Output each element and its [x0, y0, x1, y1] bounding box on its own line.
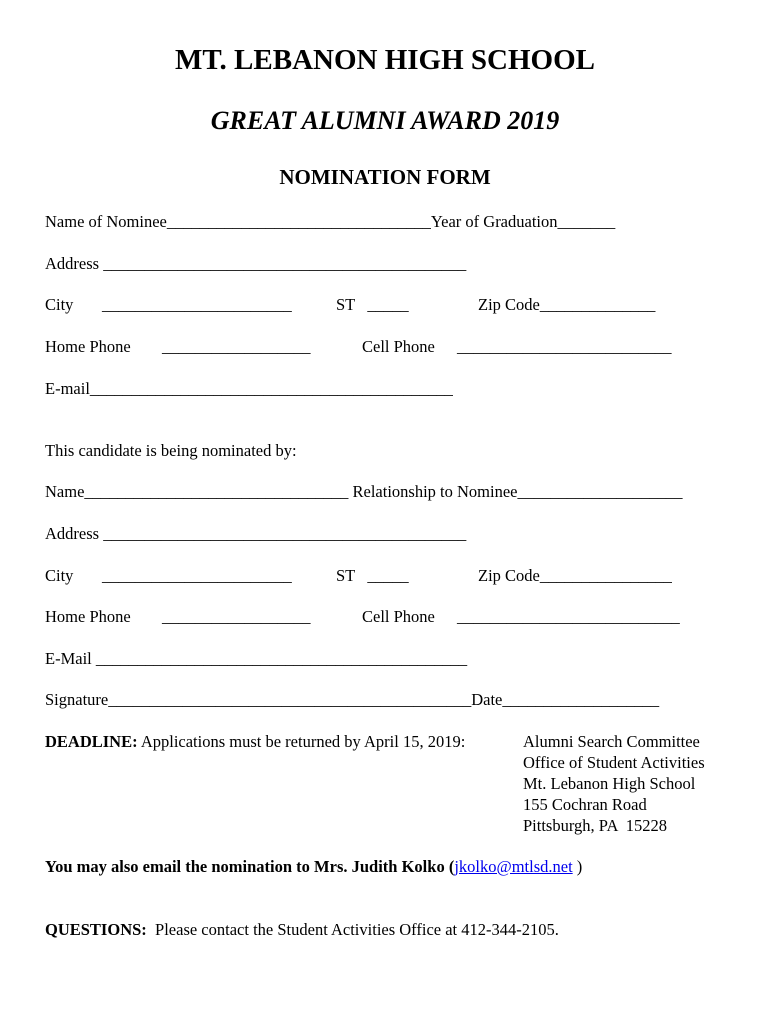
email-note-close: )	[572, 857, 583, 876]
nominee-city-label: City	[45, 295, 74, 314]
email-link[interactable]: jkolko@mtlsd.net	[454, 857, 573, 876]
email-note-text: You may also email the nomination to Mrs. Judith Kolko (	[45, 857, 455, 876]
nominee-cell-phone-label: Cell Phone	[362, 337, 435, 356]
mailing-address-line-2: Office of Student Activities	[523, 753, 705, 772]
signature-date-field[interactable]: Signature____________________________________________Date___________________	[45, 690, 660, 709]
email-note	[45, 859, 582, 876]
nominator-intro: This candidate is being nominated by:	[45, 441, 297, 460]
nominee-email-field[interactable]: E-mail____________________________________________	[45, 379, 453, 398]
mailing-address-line-4: 155 Cochran Road	[523, 795, 647, 814]
nominee-address-field[interactable]: Address ____________________________________________	[45, 254, 467, 273]
form-title: NOMINATION FORM	[279, 165, 491, 189]
nominee-state-field[interactable]: ST _____	[336, 295, 409, 314]
nominee-cell-phone-field[interactable]: __________________________	[457, 337, 672, 356]
nominator-city-field[interactable]: _______________________	[102, 566, 292, 585]
nominator-zip-field[interactable]: Zip Code________________	[478, 566, 672, 585]
award-title: GREAT ALUMNI AWARD 2019	[210, 106, 560, 135]
nominator-city-label: City	[45, 566, 74, 585]
nominator-address-field[interactable]: Address ____________________________________________	[45, 524, 467, 543]
nominee-home-phone-label: Home Phone	[45, 337, 131, 356]
nominator-home-phone-field[interactable]: __________________	[162, 607, 311, 626]
nominee-zip-field[interactable]: Zip Code______________	[478, 295, 656, 314]
nominee-home-phone-field[interactable]: __________________	[162, 337, 311, 356]
mailing-address-line-1: Alumni Search Committee	[523, 732, 700, 751]
nominator-home-phone-label: Home Phone	[45, 607, 131, 626]
questions-label: QUESTIONS:	[45, 920, 147, 939]
mailing-address-line-5: Pittsburgh, PA 15228	[523, 816, 667, 835]
nominator-email-field[interactable]: E-Mail _____________________________________________	[45, 649, 468, 668]
deadline-text: Applications must be returned by April 15, 2019:	[137, 732, 466, 751]
nominator-name-field[interactable]: Name________________________________ Relationship to Nominee____________________	[45, 482, 683, 501]
questions-text: Please contact the Student Activities Office at 412-344-2105.	[146, 920, 559, 939]
nominee-city-field[interactable]: _______________________	[102, 295, 292, 314]
questions-line	[45, 922, 559, 939]
mailing-address-line-3: Mt. Lebanon High School	[523, 774, 696, 793]
nominator-state-field[interactable]: ST _____	[336, 566, 409, 585]
school-title: MT. LEBANON HIGH SCHOOL	[174, 44, 596, 76]
nominator-cell-phone-field[interactable]: ___________________________	[457, 607, 680, 626]
deadline-line	[45, 734, 465, 751]
deadline-label: DEADLINE:	[45, 732, 138, 751]
nominee-name-field[interactable]: Name of Nominee________________________________Year of Graduation_______	[45, 212, 616, 231]
nominator-cell-phone-label: Cell Phone	[362, 607, 435, 626]
